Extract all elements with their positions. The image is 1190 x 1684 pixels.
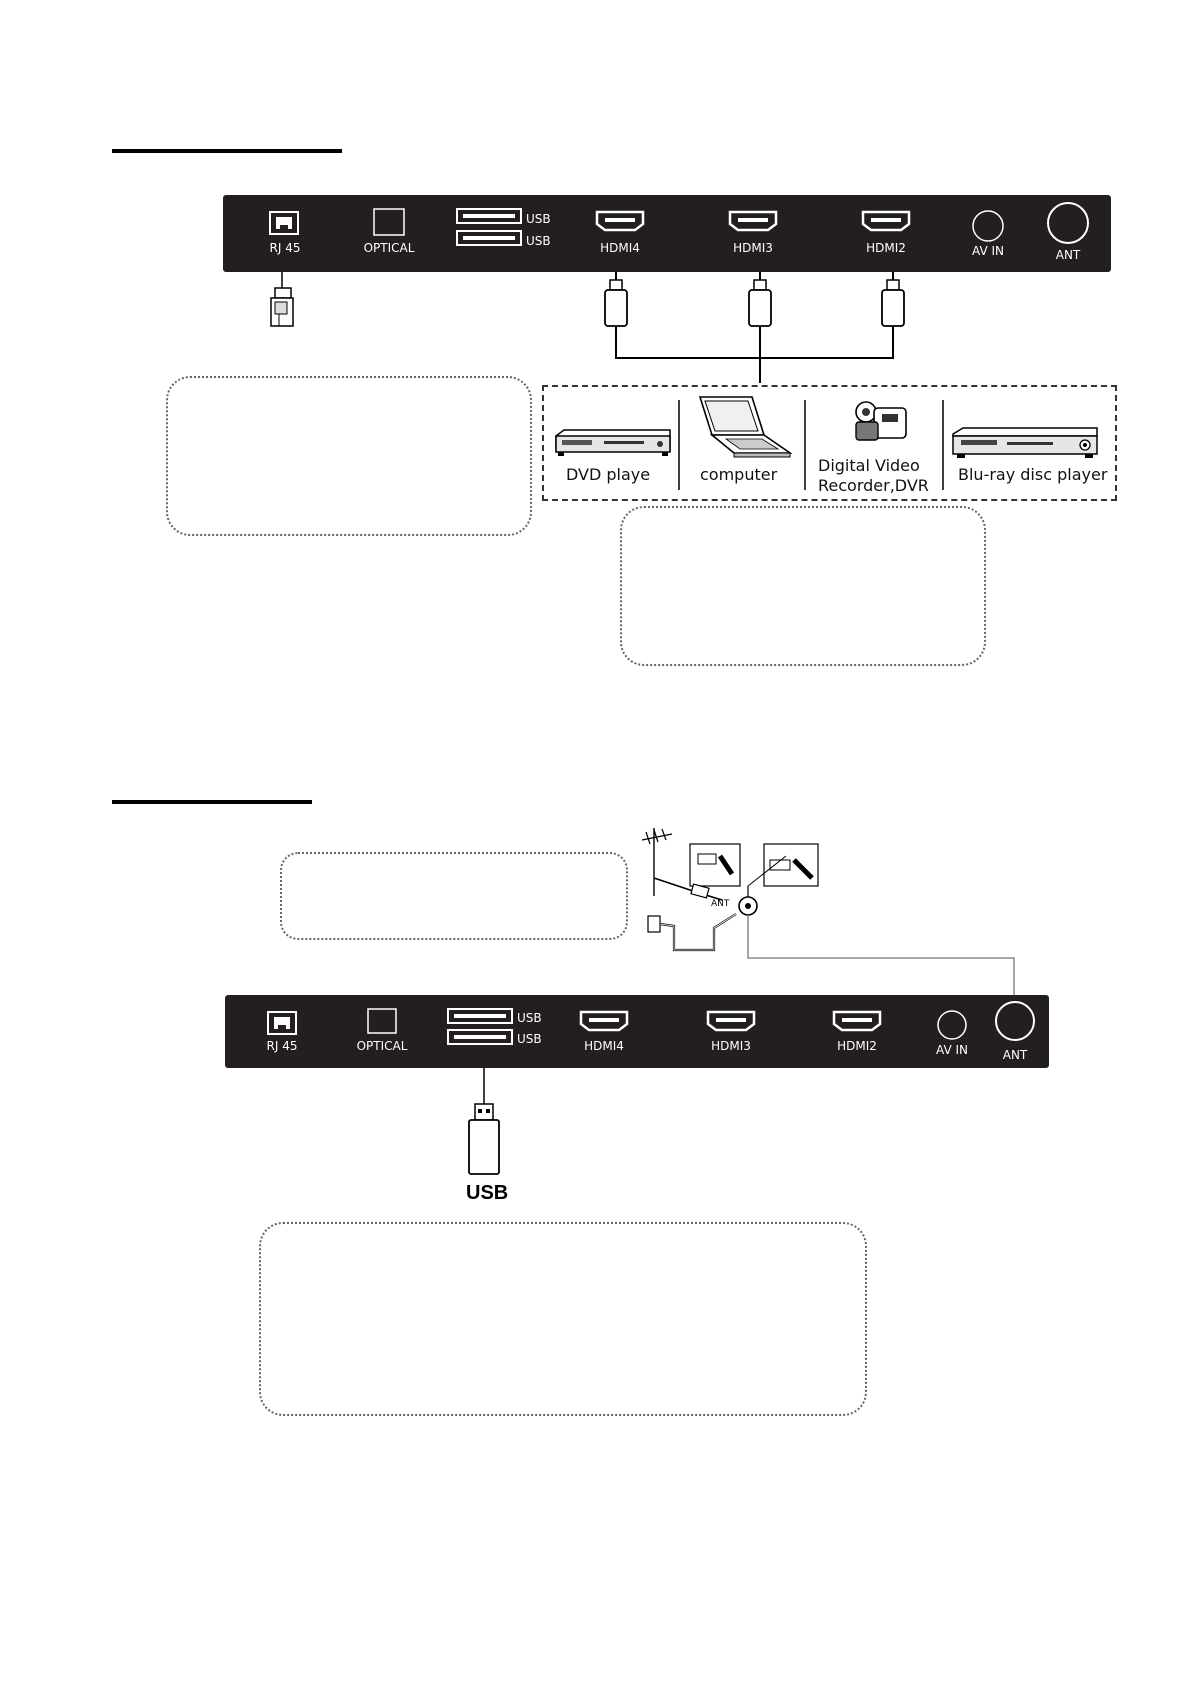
av-in-port-icon-bottom bbox=[936, 1009, 968, 1041]
ant-label-bottom: ANT bbox=[1002, 1048, 1028, 1062]
tv-port-panel-bottom bbox=[225, 995, 1049, 1068]
rj45-port-icon-bottom bbox=[267, 1011, 297, 1035]
computer-label: computer bbox=[700, 465, 778, 484]
dvr-label-line2: Recorder,DVR bbox=[818, 476, 929, 495]
usb-stick-label: USB bbox=[466, 1182, 509, 1204]
usb-label-bottom-1: USB bbox=[517, 1011, 542, 1025]
ant-port-icon-bottom bbox=[994, 1000, 1036, 1042]
usb-port-icon-bottom-2 bbox=[447, 1029, 513, 1045]
hdmi3-label-bottom: HDMI3 bbox=[711, 1039, 751, 1053]
usb-stick-icon bbox=[465, 1068, 505, 1178]
rj45-label: RJ 45 bbox=[269, 241, 301, 255]
optical-label: OPTICAL bbox=[363, 241, 415, 255]
antenna-diagram-ant-label: ANT bbox=[711, 899, 730, 909]
bluray-label: Blu-ray disc player bbox=[958, 465, 1108, 484]
hdmi3-port-icon-bottom bbox=[706, 1010, 756, 1032]
dvd-player-label: DVD playe bbox=[566, 465, 651, 484]
hdmi2-label-bottom: HDMI2 bbox=[837, 1039, 877, 1053]
note-box-usb bbox=[259, 1222, 867, 1416]
hdmi3-label: HDMI3 bbox=[733, 241, 773, 255]
hdmi4-label: HDMI4 bbox=[600, 241, 640, 255]
usb-port-icon-bottom-1 bbox=[447, 1008, 513, 1024]
hdmi2-label: HDMI2 bbox=[866, 241, 906, 255]
usb-label-bottom-2: USB bbox=[517, 1032, 542, 1046]
optical-label-bottom: OPTICAL bbox=[356, 1039, 408, 1053]
av-in-label-bottom: AV IN bbox=[936, 1043, 968, 1057]
usb-label-2: USB bbox=[526, 234, 551, 248]
usb-label-1: USB bbox=[526, 212, 551, 226]
hdmi2-port-icon-bottom bbox=[832, 1010, 882, 1032]
rj45-label-bottom: RJ 45 bbox=[266, 1039, 298, 1053]
ant-label: ANT bbox=[1055, 248, 1081, 262]
hdmi4-label-bottom: HDMI4 bbox=[584, 1039, 624, 1053]
av-in-label: AV IN bbox=[972, 244, 1004, 258]
hdmi4-port-icon-bottom bbox=[579, 1010, 629, 1032]
optical-port-icon-bottom bbox=[367, 1008, 397, 1034]
dvr-label-line1: Digital Video bbox=[818, 456, 920, 475]
